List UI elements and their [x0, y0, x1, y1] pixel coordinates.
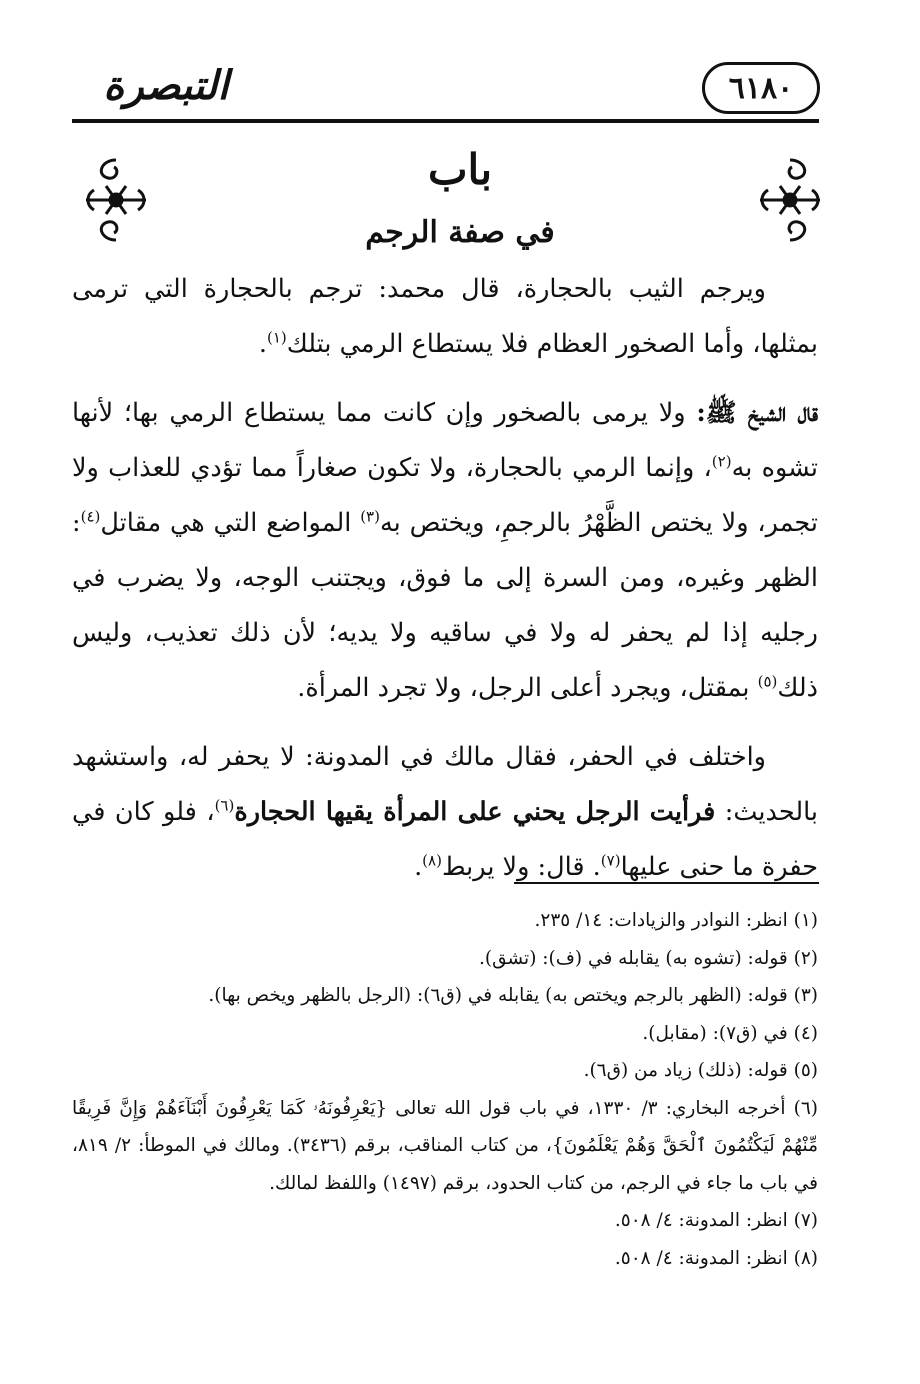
sheikh-lead: قال الشيخ ﷺ:: [696, 398, 818, 428]
main-text: [72, 262, 818, 909]
footnote-3: (٣) قوله: (الظهر بالرجم ويختص به) يقابله في (ق٦): (الرجل بالظهر ويخص بها).: [208, 985, 818, 1006]
footnote-ref-1[interactable]: (١): [266, 328, 287, 347]
paragraph-2: [72, 386, 818, 716]
footnote-separator: [514, 882, 819, 884]
paragraph-2-text-c: المواضع التي هي مقاتل: [100, 508, 361, 538]
paragraph-2-text-e: بمقتل، ويجرد أعلى الرجل، ولا تجرد المرأة.: [297, 673, 758, 703]
hadith-quote: فرأيت الرجل يحني على المرأة يقيها الحجارة: [234, 797, 716, 827]
right-ornament-icon: [750, 150, 830, 250]
footnote-ref-7[interactable]: (٧): [600, 851, 621, 870]
footnote-ref-5[interactable]: (٥): [757, 672, 778, 691]
paragraph-2-text-d: : الظهر وغيره، ومن السرة إلى ما فوق، ويجتنب الوجه، ولا يضرب في رجليه إذا لم يحفر له ولا في ساقيه ولا يديه؛ لأن ذلك تعذيب، وليس ذلك: [72, 508, 818, 703]
paragraph-2-text-b: ، وإنما الرمي بالحجارة، ولا تكون صغاراً مما تؤدي للعذاب ولا تجمر، ولا يختص الظَّهْرُ بالرجمِ، ويختص به: [72, 453, 818, 538]
paragraph-3-text-c: . قال: ولا يربط: [441, 852, 601, 882]
footnote-ref-3[interactable]: (٣): [360, 507, 380, 526]
paragraph-3: [72, 730, 818, 895]
footnote-ref-6[interactable]: (٦): [214, 796, 235, 815]
paragraph-3-text-b: ، فلو كان في حفرة ما حنى عليها: [72, 797, 818, 882]
chapter-subtitle: في صفة الرجم: [365, 215, 555, 250]
footnote-ref-4[interactable]: (٤): [80, 507, 101, 526]
header-rule: [72, 119, 819, 123]
paragraph-2-text-a: ولا يرمى بالصخور وإن كانت مما يستطاع الرمي بها؛ لأنها تشوه به: [72, 398, 818, 483]
footnote-ref-8[interactable]: (٨): [422, 851, 442, 870]
paragraph-1: [72, 262, 818, 372]
left-ornament-icon: [76, 150, 156, 250]
paragraph-3-text-a: واختلف في الحفر، فقال مالك في المدونة: لا يحفر له، واستشهد بالحديث:: [72, 742, 818, 827]
chapter-title: باب: [427, 145, 493, 194]
footnote-8: (٨) انظر: المدونة: ٤/ ٥٠٨.: [614, 1247, 818, 1269]
footnote-6: (٦) أخرجه البخاري: ٣/ ١٣٣٠، في باب قول الله تعالى {يَعْرِفُونَهُۥ كَمَا يَعْرِفُونَ أَبْنَآءَهُمْ وَإِنَّ فَرِيقًا مِّنْهُمْ لَيَكْتُمُونَ ٱلْحَقَّ وَهُمْ يَعْلَمُونَ}، من كتاب المناقب، برقم (٣٤٣٦). ومالك في الموطأ: ٢/ ٨١٩، في باب ما جاء في الرجم، من كتاب الحدود، برقم (١٤٩٧) واللفظ لمالك.: [72, 1097, 819, 1194]
page-number: ٦١٨٠: [728, 70, 794, 106]
footnote-7: (٧) انظر: المدونة: ٤/ ٥٠٨.: [614, 1210, 818, 1231]
footnote-5: (٥) قوله: (ذلك) زياد من (ق٦).: [583, 1060, 818, 1081]
paragraph-3-text-d: .: [414, 852, 423, 882]
paragraph-1-end: .: [258, 329, 267, 359]
page-number-badge: [702, 62, 820, 114]
footnote-1: (١) انظر: النوادر والزيادات: ١٤/ ٢٣٥.: [534, 910, 818, 931]
footnotes: [72, 902, 818, 1277]
footnote-4: (٤) في (ق٧): (مقابل).: [642, 1022, 818, 1044]
footnote-ref-2[interactable]: (٢): [711, 452, 732, 471]
running-book-title: التبصرة: [103, 62, 229, 109]
footnote-2: (٢) قوله: (تشوه به) يقابله في (ف): (تشق).: [479, 947, 818, 969]
paragraph-1-text: ويرجم الثيب بالحجارة، قال محمد: ترجم بالحجارة التي ترمى بمثلها، وأما الصخور العظام فلا يستطاع الرمي بتلك: [72, 274, 818, 359]
